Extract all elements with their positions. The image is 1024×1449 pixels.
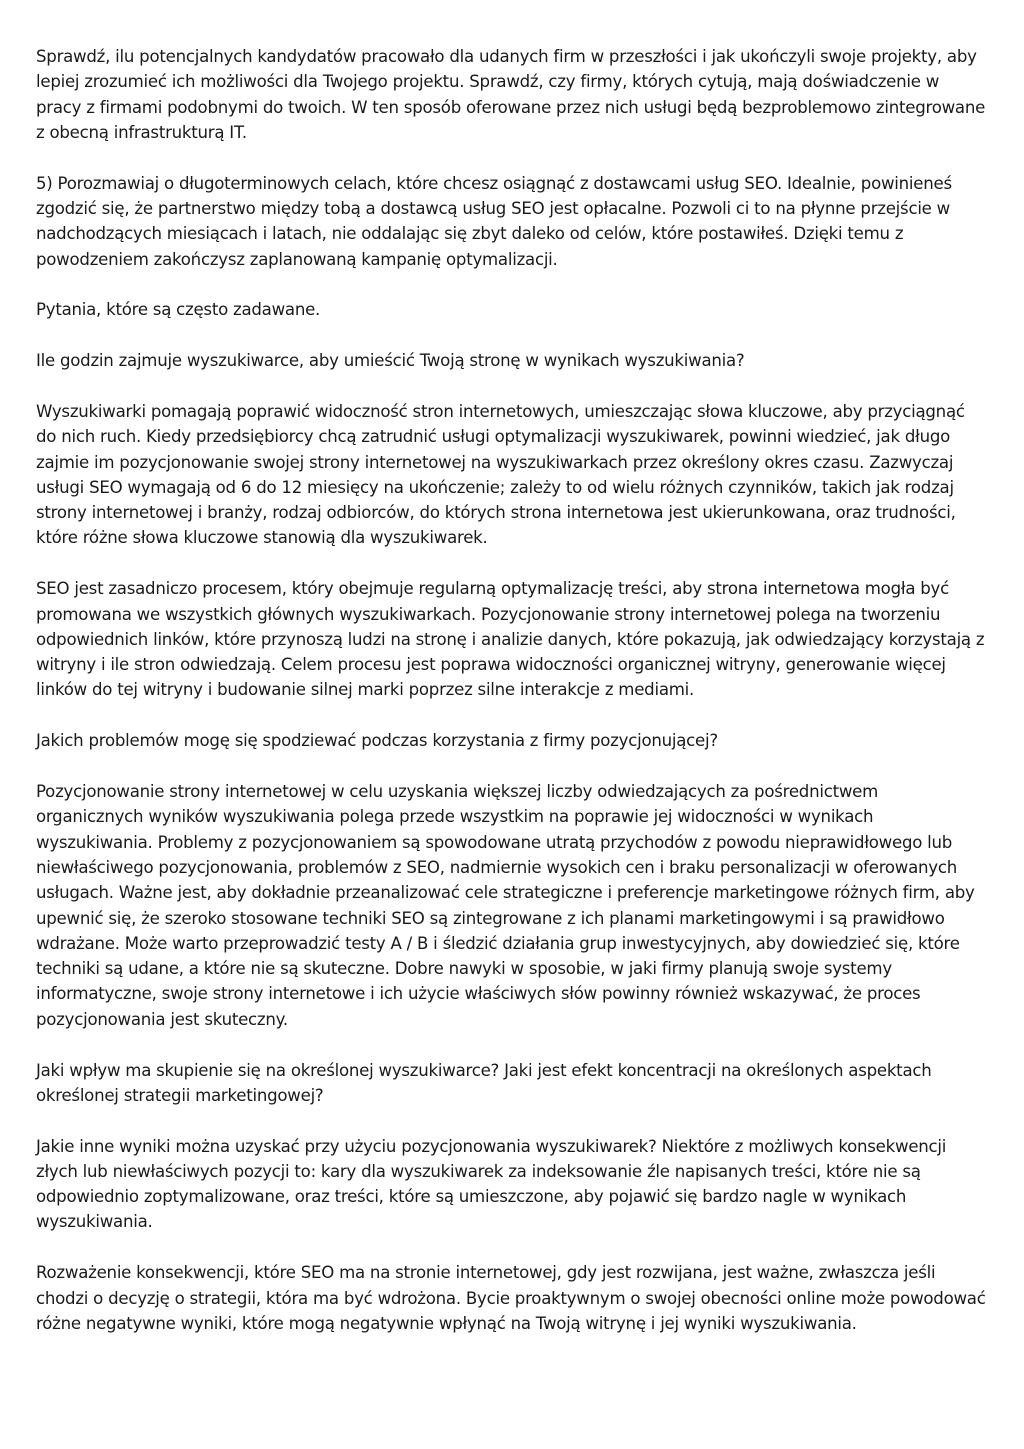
- faq-answer-3b: Rozważenie konsekwencji, które SEO ma na stronie internetowej, gdy jest rozwijana, jest ważne, zwłaszcza jeśli chodzi o decyzję o strategii, która ma być wdrożona. Bycie proaktywnym o swojej obecności online może powodować różne negatywne wyniki, które mogą negatywnie wpłynąć na Twoją witrynę i jej wyniki wyszukiwania.: [36, 1263, 986, 1333]
- faq-question-2: Jakich problemów mogę się spodziewać podczas korzystania z firmy pozycjonującej?: [36, 731, 718, 751]
- faq-answer-3a: Jakie inne wyniki można uzyskać przy użyciu pozycjonowania wyszukiwarek? Niektóre z możliwych konsekwencji złych lub niewłaściwych pozycji to: kary dla wyszukiwarek za indeksowanie źle napisanych treści, które nie są odpowiednio zoptymalizowane, oraz treści, które są umieszczone, aby pojawić się bardzo nagle w wynikach wyszukiwania.: [36, 1136, 947, 1232]
- faq-heading: Pytania, które są często zadawane.: [36, 300, 321, 320]
- faq-question-3: Jaki wpływ ma skupienie się na określonej wyszukiwarce? Jaki jest efekt koncentracji na określonych aspektach określonej strategii marketingowej?: [36, 1060, 932, 1105]
- faq-answer-1a: Wyszukiwarki pomagają poprawić widoczność stron internetowych, umieszczając słowa kluczowe, aby przyciągnąć do nich ruch. Kiedy przedsiębiorcy chcą zatrudnić usługi optymalizacji wyszukiwarek, powinni wiedzieć, jak długo zajmie im pozycjonowanie swojej strony internetowej na wyszukiwarkach przez określony okres czasu. Zazwyczaj usługi SEO wymagają od 6 do 12 miesięcy na ukończenie; zależy to od wielu różnych czynników, takich jak rodzaj strony internetowej i branży, rodzaj odbiorców, do których strona internetowa jest ukierunkowana, oraz trudności, które różne słowa kluczowe stanowią dla wyszukiwarek.: [36, 401, 965, 548]
- paragraph-intro: Sprawdź, ilu potencjalnych kandydatów pracowało dla udanych firm w przeszłości i jak ukończyli swoje projekty, aby lepiej zrozumieć ich możliwości dla Twojego projektu. Sprawdź, czy firmy, których cytują, mają doświadczenie w pracy z firmami podobnymi do twoich. W ten sposób oferowane przez nich usługi będą bezproblemowo zintegrowane z obecną infrastrukturą IT.: [36, 47, 986, 142]
- faq-answer-2: Pozycjonowanie strony internetowej w celu uzyskania większej liczby odwiedzających za pośrednictwem organicznych wyników wyszukiwania polega przede wszystkim na poprawie jej widoczności w wynikach wyszukiwania. Problemy z pozycjonowaniem są spowodowane utratą przychodów z powodu nieprawidłowego lub niewłaściwego pozycjonowania, problemów z SEO, nadmiernie wysokich cen i braku personalizacji w oferowanych usługach. Ważne jest, aby dokładnie przeanalizować cele strategiczne i preferencje marketingowe różnych firm, aby upewnić się, że szeroko stosowane techniki SEO są zintegrowane z ich planami marketingowymi i są prawidłowo wdrażane. Może warto przeprowadzić testy A / B i śledzić działania grup inwestycyjnych, aby dowiedzieć się, które techniki są udane, a które nie są skuteczne. Dobre nawyki w sposobie, w jaki firmy planują swoje systemy informatyczne, swoje strony internetowe i ich użycie właściwych słów powinny również wskazywać, że proces pozycjonowania jest skuteczny.: [36, 782, 975, 1029]
- paragraph-point-5: 5) Porozmawiaj o długoterminowych celach, które chcesz osiągnąć z dostawcami usług SEO. Idealnie, powinieneś zgodzić się, że partnerstwo między tobą a dostawcą usług SEO jest opłacalne. Pozwoli ci to na płynne przejście w nadchodzących miesiącach i latach, nie oddalając się zbyt daleko od celów, które postawiłeś. Dzięki temu z powodzeniem zakończysz zaplanowaną kampanię optymalizacji.: [36, 173, 952, 269]
- faq-question-1: Ile godzin zajmuje wyszukiwarce, aby umieścić Twoją stronę w wynikach wyszukiwania?: [36, 351, 745, 371]
- faq-answer-1b: SEO jest zasadniczo procesem, który obejmuje regularną optymalizację treści, aby strona internetowa mogła być promowana we wszystkich głównych wyszukiwarkach. Pozycjonowanie strony internetowej polega na tworzeniu odpowiednich linków, które przynoszą ludzi na stronę i analizie danych, które pokazują, jak odwiedzający korzystają z witryny i ile stron odwiedzają. Celem procesu jest poprawa widoczności organicznej witryny, generowanie więcej linków do tej witryny i budowanie silnej marki poprzez silne interakcje z mediami.: [36, 579, 985, 700]
